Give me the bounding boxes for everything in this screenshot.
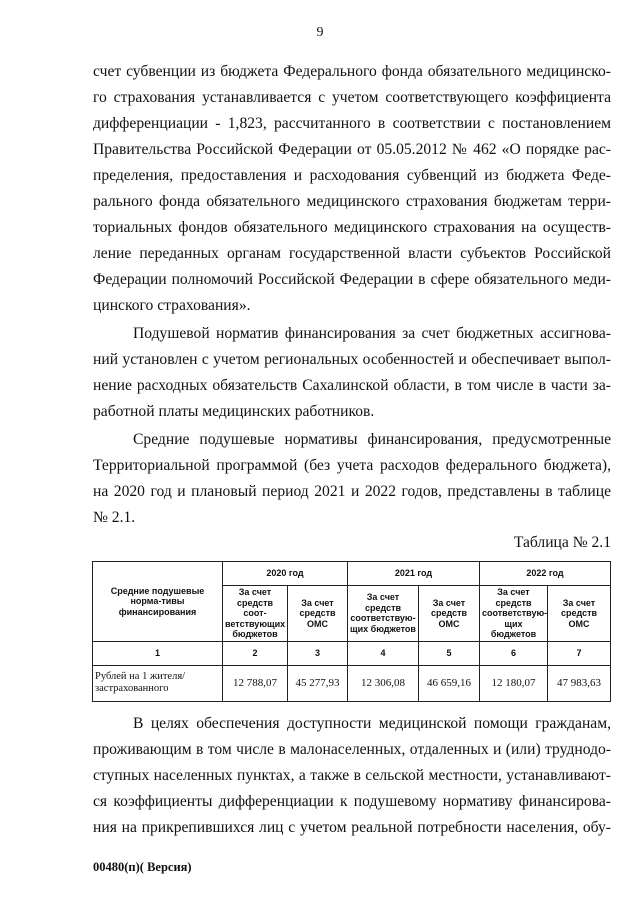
document-footer-code: 00480(п)( Версия): [93, 860, 192, 874]
paragraph-line: Правительства Российской Федерации от 05.05.2012 № 462 «О порядке рас-: [93, 141, 611, 158]
paragraph-line: Федерации полномочий Российской Федерации в сфере обязательного меди-: [93, 271, 611, 288]
table-header-year: 2022 год: [480, 562, 611, 586]
paragraph-line: рального фонда обязательного медицинского страхования бюджетам терри-: [93, 193, 611, 210]
table-column-number: 2: [223, 641, 288, 665]
table-cell: 46 659,16: [419, 665, 480, 701]
funding-norms-table: [92, 561, 611, 702]
table-row-label: Рублей на 1 жителя/ застрахованного: [93, 665, 223, 701]
table-cell: 12 180,07: [480, 665, 548, 701]
paragraph-line: пределения, предоставления и расходования субвенций из бюджета Феде-: [93, 167, 611, 184]
table-subheader: За счет средств ОМС: [548, 586, 611, 642]
table-column-number: 4: [348, 641, 419, 665]
paragraph-line: проживающим в том числе в малонаселенных, отдаленных и (или) труднодо-: [93, 741, 611, 758]
table-header-year: 2021 год: [348, 562, 480, 586]
table-subheader: За счет средств соответствую-щих бюджетов: [348, 586, 419, 642]
paragraph-line: работной платы медицинских работников.: [93, 403, 375, 420]
table-cell: 12 306,08: [348, 665, 419, 701]
paragraph-line: ториальных фондов обязательного медицинского страхования на осуществ-: [93, 219, 611, 236]
table-cell: 47 983,63: [548, 665, 611, 701]
paragraph-line: № 2.1.: [93, 509, 136, 526]
paragraph-line: дифференциации - 1,823, рассчитанного в соответствии с постановлением: [93, 115, 611, 132]
paragraph-line: ступных населенных пунктах, а также в сельской местности, устанавливают-: [93, 767, 611, 784]
table-subheader: За счет средств соответствую-щих бюджетов: [480, 586, 548, 642]
table-column-number: 3: [288, 641, 348, 665]
table-column-number: 5: [419, 641, 480, 665]
table-column-number: 6: [480, 641, 548, 665]
table-column-number: 1: [93, 641, 223, 665]
paragraph-line: нение расходных обязательств Сахалинской области, в том числе в части за-: [93, 377, 611, 394]
table-header-first: Средние подушевые норма-тивы финансирования: [93, 562, 223, 642]
paragraph-line: В целях обеспечения доступности медицинской помощи гражданам,: [133, 715, 611, 732]
paragraph-line: цинского страхования».: [93, 297, 251, 314]
table-header-year: 2020 год: [223, 562, 348, 586]
table-subheader: За счет средств соот-ветствующих бюджетов: [223, 586, 288, 642]
paragraph-line: счет субвенции из бюджета Федерального фонда обязательного медицинско-: [93, 63, 611, 80]
paragraph-line: на 2020 год и плановый период 2021 и 2022 годов, представлены в таблице: [93, 483, 611, 500]
paragraph-line: ление переданных органам государственной власти субъектов Российской: [93, 245, 611, 262]
paragraph-line: ся коэффициенты дифференциации к подушевому нормативу финансирова-: [93, 793, 611, 810]
paragraph-line: Подушевой норматив финансирования за счет бюджетных ассигнова-: [133, 325, 611, 342]
table-cell: 45 277,93: [288, 665, 348, 701]
table-subheader: За счет средств ОМС: [288, 586, 348, 642]
page-number: 9: [316, 25, 324, 40]
paragraph-line: Средние подушевые нормативы финансирования, предусмотренные: [133, 431, 611, 448]
paragraph-line: Территориальной программой (без учета расходов федерального бюджета),: [93, 457, 611, 474]
table-caption: Таблица № 2.1: [513, 534, 611, 551]
paragraph-line: ния на прикрепившихся лиц с учетом реальной потребности населения, обу-: [93, 819, 611, 836]
table-cell: 12 788,07: [223, 665, 288, 701]
paragraph-line: го страхования устанавливается с учетом соответствующего коэффициента: [93, 89, 611, 106]
table-subheader: За счет средств ОМС: [419, 586, 480, 642]
paragraph-line: ний установлен с учетом региональных особенностей и обеспечивает выпол-: [93, 351, 611, 368]
table-column-number: 7: [548, 641, 611, 665]
